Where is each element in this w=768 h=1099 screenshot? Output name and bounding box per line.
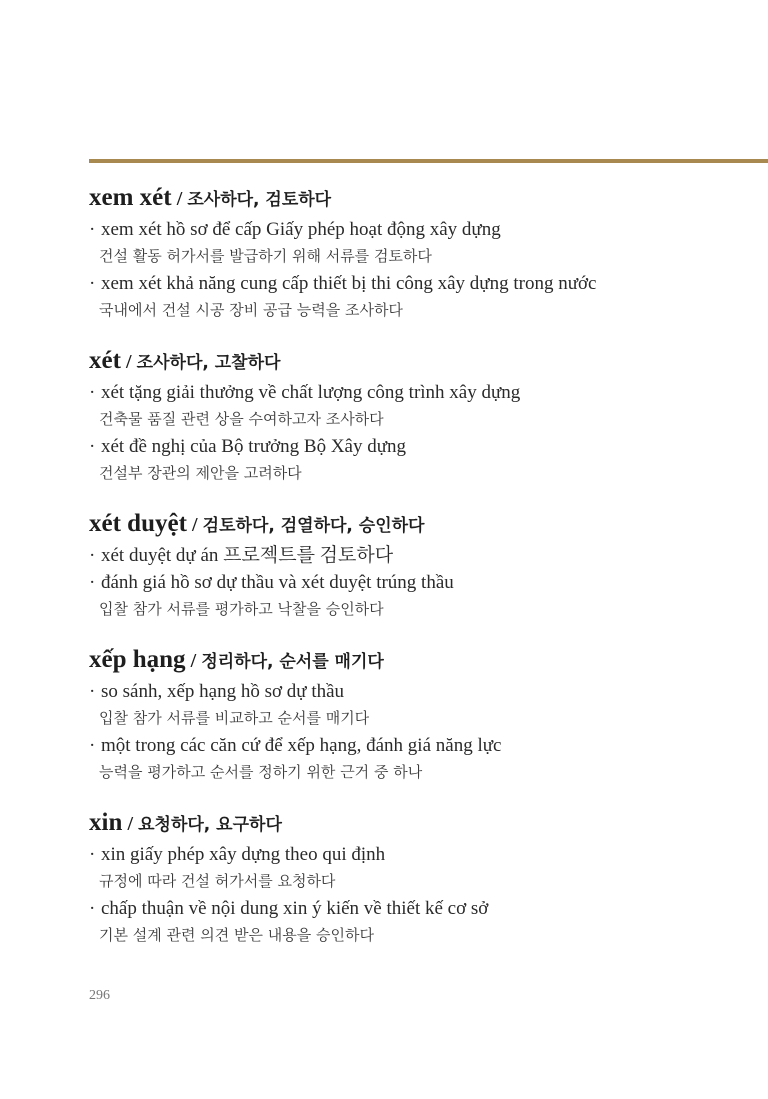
example xyxy=(89,569,759,623)
example xyxy=(89,270,759,324)
example-vietnamese-text: xét đề nghị của Bộ trưởng Bộ Xây dựng xyxy=(101,436,407,457)
entry-xem-xet xyxy=(89,180,759,324)
bullet: · xyxy=(89,735,96,756)
entry-headline xyxy=(89,642,759,678)
example-vietnamese xyxy=(89,216,759,243)
example xyxy=(89,379,759,433)
example-korean: 국내에서 건설 시공 장비 공급 능력을 조사하다 xyxy=(99,301,403,319)
entry-list xyxy=(89,180,759,949)
entry-xin xyxy=(89,805,759,949)
example xyxy=(89,678,759,732)
headword: xin xyxy=(89,809,123,836)
headword: xếp hạng xyxy=(89,646,186,673)
example-vietnamese-text: so sánh, xếp hạng hồ sơ dự thầu xyxy=(101,681,345,702)
example-vietnamese-text: xin giấy phép xây dựng theo qui định xyxy=(101,844,386,865)
example xyxy=(89,841,759,895)
bullet: · xyxy=(89,273,96,294)
top-rule xyxy=(89,159,768,163)
separator: / xyxy=(190,650,197,672)
example-vietnamese xyxy=(89,270,759,297)
example-vietnamese xyxy=(89,542,759,569)
bullet: · xyxy=(89,382,96,403)
separator: / xyxy=(192,514,198,536)
example xyxy=(89,732,759,786)
example-vietnamese-text: xét duyệt dự án 프로젝트를 검토하다 xyxy=(101,545,394,566)
bullet: · xyxy=(89,572,96,593)
example-vietnamese xyxy=(89,433,759,460)
headword: xem xét xyxy=(89,184,172,211)
bullet: · xyxy=(89,898,96,919)
example-korean: 기본 설계 관련 의견 받은 내용을 승인하다 xyxy=(99,926,374,944)
example-vietnamese-text: xem xét hồ sơ để cấp Giấy phép hoạt động xây dựng xyxy=(101,219,501,240)
example-vietnamese-text: một trong các căn cứ để xếp hạng, đánh giá năng lực xyxy=(101,735,502,756)
example-vietnamese xyxy=(89,895,759,922)
example-korean: 입찰 참가 서류를 비교하고 순서를 매기다 xyxy=(99,709,370,727)
headword: xét duyệt xyxy=(89,510,187,537)
example xyxy=(89,542,759,569)
bullet: · xyxy=(89,545,96,566)
example xyxy=(89,216,759,270)
separator: / xyxy=(126,351,132,373)
entry-xet-duyet xyxy=(89,506,759,623)
example-korean: 건설부 장관의 제안을 고려하다 xyxy=(99,464,302,482)
example-vietnamese xyxy=(89,841,759,868)
entry-headline xyxy=(89,506,759,542)
entry-xet xyxy=(89,343,759,487)
bullet: · xyxy=(89,436,96,457)
example-vietnamese-text: xem xét khả năng cung cấp thiết bị thi công xây dựng trong nước xyxy=(101,273,597,294)
meaning: 정리하다, 순서를 매기다 xyxy=(201,652,384,672)
entry-headline xyxy=(89,180,759,216)
meaning: 검토하다, 검열하다, 승인하다 xyxy=(202,516,425,536)
page-number: 296 xyxy=(89,988,110,1003)
example-korean: 규정에 따라 건설 허가서를 요청하다 xyxy=(99,872,336,890)
meaning: 조사하다, 검토하다 xyxy=(187,190,332,210)
example-vietnamese xyxy=(89,732,759,759)
separator: / xyxy=(127,813,134,835)
example-korean: 건설 활동 허가서를 발급하기 위해 서류를 검토하다 xyxy=(99,247,432,265)
bullet: · xyxy=(89,844,96,865)
meaning: 조사하다, 고찰하다 xyxy=(136,353,281,373)
example xyxy=(89,433,759,487)
example-vietnamese xyxy=(89,678,759,705)
entry-headline xyxy=(89,343,759,379)
example-vietnamese-text: đánh giá hồ sơ dự thầu và xét duyệt trúng thầu xyxy=(101,572,454,593)
example-korean: 입찰 참가 서류를 평가하고 낙찰을 승인하다 xyxy=(99,600,384,618)
separator: / xyxy=(176,188,183,210)
headword: xét xyxy=(89,347,121,374)
example-korean: 건축물 품질 관련 상을 수여하고자 조사하다 xyxy=(99,410,384,428)
example-korean: 능력을 평가하고 순서를 정하기 위한 근거 중 하나 xyxy=(99,763,423,781)
example-vietnamese-text: chấp thuận về nội dung xin ý kiến về thiết kế cơ sở xyxy=(101,898,489,919)
example-vietnamese xyxy=(89,569,759,596)
entry-headline xyxy=(89,805,759,841)
meaning: 요청하다, 요구하다 xyxy=(138,815,282,835)
bullet: · xyxy=(89,219,96,240)
bullet: · xyxy=(89,681,96,702)
entry-xep-hang xyxy=(89,642,759,786)
example-vietnamese xyxy=(89,379,759,406)
example xyxy=(89,895,759,949)
example-vietnamese-text: xét tặng giải thưởng về chất lượng công trình xây dựng xyxy=(101,382,521,403)
